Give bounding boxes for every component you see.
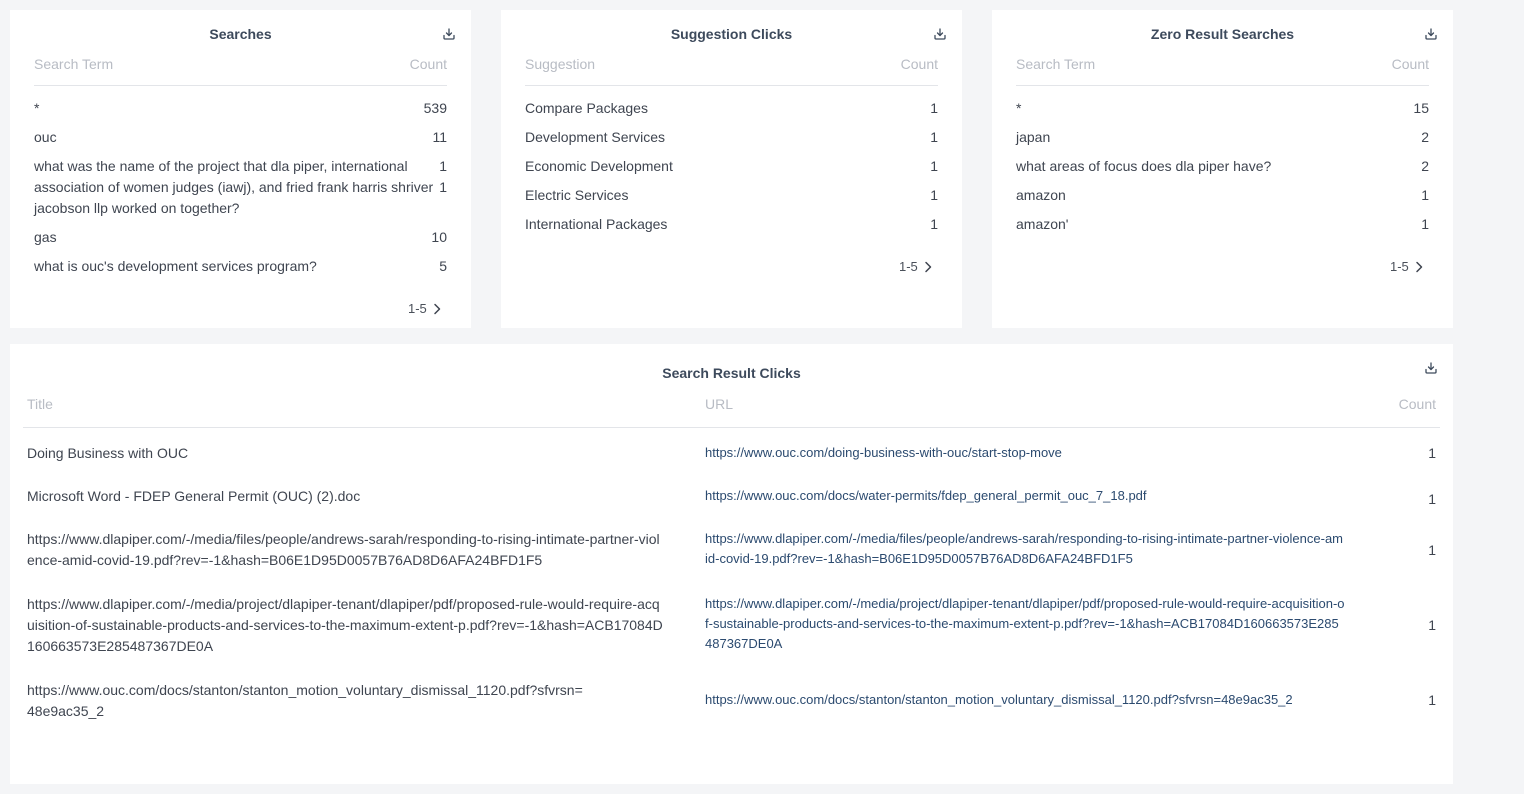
table-row[interactable] [10,680,1453,724]
searches-panel [10,10,471,328]
pagination[interactable] [1390,259,1423,274]
download-icon[interactable] [442,27,456,41]
pagination-range: 1-5 [899,259,918,274]
chevron-right-icon[interactable] [433,303,441,315]
row-term: * [34,100,40,116]
header-divider [34,85,447,86]
row-count: 1 [930,100,938,116]
row-term: International Packages [525,216,668,232]
row-count: 1 [930,129,938,145]
pagination[interactable] [899,259,932,274]
row-count: 1 [930,187,938,203]
table-row[interactable] [10,486,1453,508]
table-row[interactable] [10,529,1453,573]
row-count: 1 [1428,542,1436,558]
chevron-right-icon[interactable] [924,261,932,273]
row-count: 2 [1421,158,1429,174]
row-term: * [1016,100,1022,116]
zero-result-searches-panel [992,10,1453,328]
row-count: 1 [1421,187,1429,203]
table-row[interactable] [10,443,1453,465]
column-header-url[interactable]: URL [705,396,734,412]
table-row[interactable] [34,156,447,219]
column-header-search-term[interactable]: Search Term [1016,56,1096,72]
column-header-count[interactable]: Count [1398,396,1436,412]
row-term: amazon' [1016,216,1069,232]
row-term: ouc [34,129,57,145]
row-term: amazon [1016,187,1066,203]
header-divider [525,85,938,86]
row-term: Electric Services [525,187,629,203]
row-count: 1 [1428,445,1436,461]
row-term: what is ouc's development services program? [34,258,317,274]
panel-title: Suggestion Clicks [670,26,793,42]
row-count: 1 [1428,491,1436,507]
row-count: 10 [431,229,447,245]
table-row[interactable] [10,594,1453,658]
download-icon[interactable] [1424,361,1438,375]
row-term: what was the name of the project that dla piper, international association of women judges (iawj), and fried frank harris shriver jacobson llp worked on together? [34,158,434,216]
column-header-count[interactable]: Count [409,56,447,72]
row-count: 2 [1421,129,1429,145]
column-header-count[interactable]: Count [900,56,938,72]
pagination[interactable] [408,301,441,316]
header-divider [23,427,1440,428]
pagination-range: 1-5 [408,301,427,316]
column-header-title[interactable]: Title [27,396,53,412]
download-icon[interactable] [1424,27,1438,41]
column-header-count[interactable]: Count [1391,56,1429,72]
panel-title: Search Result Clicks [662,365,801,381]
row-term: what areas of focus does dla piper have? [1016,158,1272,174]
download-icon[interactable] [933,27,947,41]
row-count: 5 [439,258,447,274]
row-title: https://www.dlapiper.com/-/media/project/dlapiper-tenant/dlapiper/pdf/proposed-rule-would-require-acquisition-of-sustainable-products-and-services-to-the-maximum-extent-p.pdf?rev=-1&hash=ACB17084D160663573E285487367DE0A [27,596,663,654]
row-url-link[interactable]: https://www.dlapiper.com/-/media/project/dlapiper-tenant/dlapiper/pdf/proposed-rule-would-require-acquisition-of-sustainable-products-and-services-to-the-maximum-extent-p.pdf?rev=-1&hash=ACB17084D160663573E285487367DE0A [705,596,1345,651]
row-title: Doing Business with OUC [27,445,189,461]
panel-title: Searches [209,26,272,42]
row-count: 11 [432,129,447,145]
row-term: Development Services [525,129,666,145]
column-header-search-term[interactable]: Search Term [34,56,114,72]
row-term: Economic Development [525,158,673,174]
row-url-link[interactable]: https://www.ouc.com/docs/stanton/stanton_motion_voluntary_dismissal_1120.pdf?sfvrsn=48e9ac35_2 [705,692,1293,707]
row-url-link[interactable]: https://www.ouc.com/doing-business-with-ouc/start-stop-move [705,445,1062,460]
row-term: japan [1016,129,1051,145]
column-header-suggestion[interactable]: Suggestion [525,56,596,72]
row-count: 539 [423,100,447,116]
header-divider [1016,85,1429,86]
search-result-clicks-panel [10,344,1453,784]
row-count: 1 [1428,692,1436,708]
row-term: gas [34,229,57,245]
row-title: Microsoft Word - FDEP General Permit (OUC) (2).doc [27,488,361,504]
row-count: 15 [1413,100,1429,116]
row-term: Compare Packages [525,100,648,116]
panel-title: Zero Result Searches [1150,26,1295,42]
suggestion-clicks-panel [501,10,962,328]
row-count: 1 1 [439,158,447,195]
pagination-range: 1-5 [1390,259,1409,274]
row-url-link[interactable]: https://www.ouc.com/docs/water-permits/fdep_general_permit_ouc_7_18.pdf [705,488,1147,503]
row-url-link[interactable]: https://www.dlapiper.com/-/media/files/people/andrews-sarah/responding-to-rising-intimate-partner-violence-amid-covid-19.pdf?rev=-1&hash=B06E1D95D0057B76AD8D6AFA24BFD1F5 [705,531,1344,566]
row-count: 1 [930,216,938,232]
row-title: https://www.dlapiper.com/-/media/files/people/andrews-sarah/responding-to-rising-intimate-partner-violence-amid-covid-19.pdf?rev=-1&hash=B06E1D95D0057B76AD8D6AFA24BFD1F5 [27,531,660,568]
row-title: https://www.ouc.com/docs/stanton/stanton_motion_voluntary_dismissal_1120.pdf?sfvrsn=48e9ac35_2 [27,682,583,719]
chevron-right-icon[interactable] [1415,261,1423,273]
row-count: 1 [1428,617,1436,633]
row-count: 1 [1421,216,1429,232]
row-count: 1 [930,158,938,174]
